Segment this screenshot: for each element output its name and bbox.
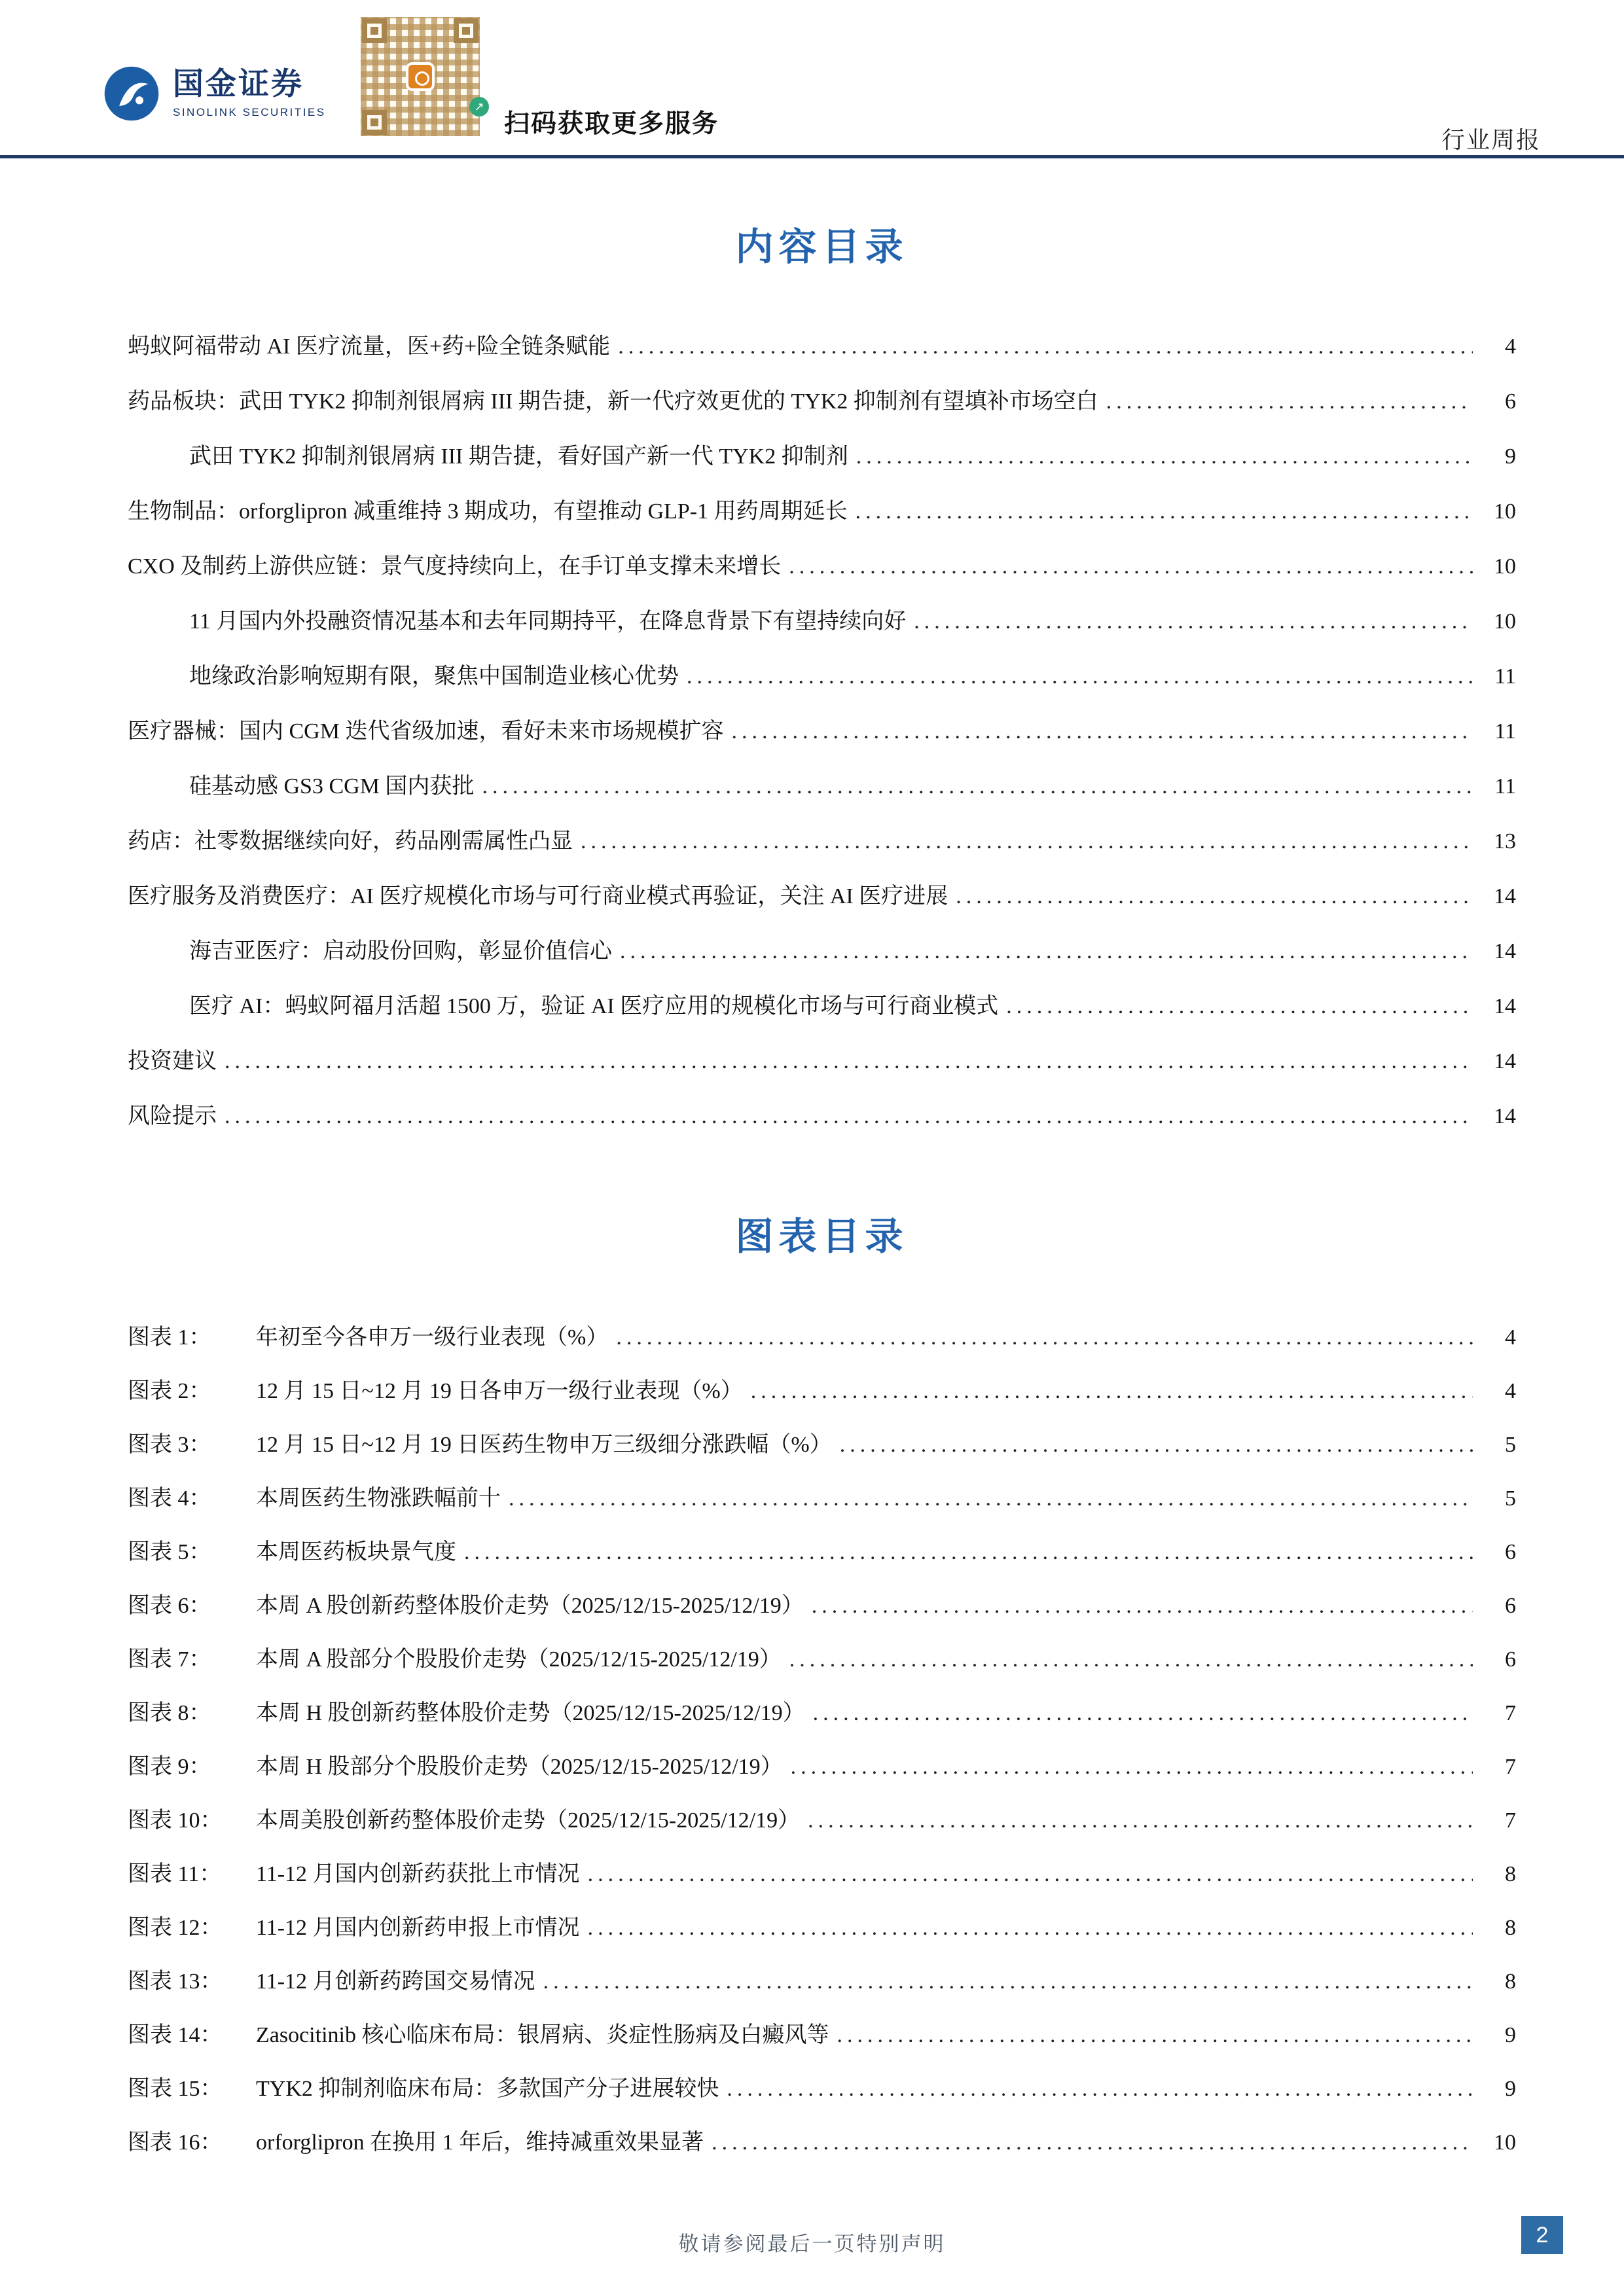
toc-entry-page: 14 [1494,1049,1516,1073]
toc-entry-page: 8 [1505,1916,1516,1940]
toc-entry-label: 本周美股创新药整体股价走势（2025/12/15-2025/12/19） [256,1808,801,1833]
toc-entry-label: 本周医药生物涨跌幅前十 [256,1486,501,1511]
toc-entry-page: 4 [1505,1379,1516,1403]
figure-entry[interactable] [128,1326,1516,1350]
qr-finder-icon [362,18,387,43]
toc-entry-label: 11-12 月创新药跨国交易情况 [256,1969,535,1994]
toc-entry[interactable] [128,555,1516,579]
toc-leader-dots [812,1594,1473,1618]
toc-leader-dots [856,500,1473,524]
toc-leader-dots [789,1648,1473,1672]
toc-entry-label: CXO 及制药上游供应链：景气度持续向上，在手订单支撑未来增长 [128,554,782,579]
toc-leader-dots [588,1916,1473,1940]
toc-entry-page: 4 [1505,1325,1516,1350]
toc-leader-dots [856,445,1473,469]
toc-entry[interactable] [128,940,1516,963]
qr-share-icon: ↗ [469,97,489,117]
toc-entry-label: 本周 H 股部分个股股价走势（2025/12/15-2025/12/19） [256,1755,783,1779]
toc-entry-label: 12 月 15 日~12 月 19 日医药生物申万三级细分涨跌幅（%） [256,1433,832,1457]
toc-leader-dots [482,775,1473,798]
toc-entry-page: 4 [1505,334,1516,359]
content [0,158,1624,2185]
figure-entry[interactable] [128,1755,1516,1779]
toc-entry-page: 10 [1494,2130,1516,2155]
qr-center-logo-icon [406,62,435,91]
sinolink-logo [103,65,326,122]
toc-entry[interactable] [128,885,1516,908]
toc-leader-dots [837,2024,1473,2047]
toc-entry-label: 医疗器械：国内 CGM 迭代省级加速，看好未来市场规模扩容 [128,719,724,744]
toc-entry-page: 10 [1494,499,1516,524]
toc-entry-page: 6 [1505,1647,1516,1672]
figure-entry[interactable] [128,1648,1516,1672]
toc-entry-page: 9 [1505,2077,1516,2101]
toc-entry[interactable] [128,390,1516,414]
sinolink-logo-icon [103,65,160,122]
toc-entry-label: 本周医药板块景气度 [256,1540,456,1564]
toc-leader-dots [727,2077,1473,2101]
toc-entry-page: 14 [1494,939,1516,963]
toc-entry-page: 11 [1494,719,1516,744]
figure-entry[interactable] [128,2024,1516,2047]
toc-entry-number: 图表 3： [128,1433,211,1457]
toc-entry-page: 8 [1505,1862,1516,1886]
toc-entry[interactable] [128,1050,1516,1073]
toc-leader-dots [731,720,1473,744]
figure-entry[interactable] [128,1702,1516,1725]
figure-entry[interactable] [128,1433,1516,1457]
toc-leader-dots [618,335,1473,359]
toc-entry-number: 图表 16： [128,2130,223,2155]
toc-entry[interactable] [128,995,1516,1018]
figure-entry[interactable] [128,1594,1516,1618]
toc-entry[interactable] [128,335,1516,359]
toc-entry-page: 11 [1494,774,1516,798]
toc-entry-number: 图表 6： [128,1594,211,1618]
toc-leader-dots [464,1541,1473,1564]
toc-entry-label: orforglipron 在换用 1 年后，维持减重效果显著 [256,2130,704,2155]
toc-entry-number: 图表 10： [128,1808,223,1833]
toc-leader-dots [1106,390,1473,414]
figure-entry[interactable] [128,2077,1516,2101]
toc-entry[interactable] [128,500,1516,524]
figure-entry[interactable] [128,1380,1516,1403]
figures-list [128,1326,1516,2155]
toc-entry-label: 本周 H 股创新药整体股价走势（2025/12/15-2025/12/19） [256,1701,805,1725]
toc-entry-number: 图表 14： [128,2023,223,2047]
header [0,0,1624,158]
toc-entry-page: 7 [1505,1701,1516,1725]
figures-title: 图表目录 [735,1215,909,1258]
toc-leader-dots [914,610,1473,634]
toc-entry-page: 11 [1494,664,1516,689]
toc-title: 内容目录 [735,226,909,268]
figure-entry[interactable] [128,1970,1516,1994]
toc-leader-dots [813,1702,1473,1725]
toc-entry[interactable] [128,720,1516,744]
toc-leader-dots [509,1487,1473,1511]
toc-leader-dots [712,2131,1473,2155]
toc-entry-label: 风险提示 [128,1104,217,1128]
toc-entry-label: 药品板块：武田 TYK2 抑制剂银屑病 III 期告捷，新一代疗效更优的 TYK2 抑制剂有望填补市场空白 [128,389,1098,414]
footer-disclaimer: 敬请参阅最后一页特别声明 [678,2233,946,2255]
toc-entry-page: 5 [1505,1486,1516,1511]
toc-entry-page: 14 [1494,884,1516,908]
toc-entry-number: 图表 15： [128,2077,223,2101]
logo-company-name-en: SINOLINK SECURITIES [173,105,326,118]
toc-entry-number: 图表 8： [128,1701,211,1725]
toc-entry-number: 图表 13： [128,1969,223,1994]
toc-entry-number: 图表 7： [128,1647,211,1672]
toc-entry-label: Zasocitinib 核心临床布局：银屑病、炎症性肠病及白癜风等 [256,2023,829,2047]
toc-entry[interactable] [128,1105,1516,1128]
toc-entry-page: 8 [1505,1969,1516,1994]
page-number-badge: 2 [1521,2216,1563,2254]
toc-entry-label: 武田 TYK2 抑制剂银屑病 III 期告捷，看好国产新一代 TYK2 抑制剂 [189,444,848,469]
toc-entry-number: 图表 11： [128,1862,222,1886]
toc-entry-number: 图表 2： [128,1379,211,1403]
toc-entry-label: 蚂蚁阿福带动 AI 医疗流量，医+药+险全链条赋能 [128,334,611,359]
figure-entry[interactable] [128,1541,1516,1564]
toc-entry-label: 12 月 15 日~12 月 19 日各申万一级行业表现（%） [256,1379,743,1403]
qr-finder-icon [454,18,478,43]
toc-entry-number: 图表 5： [128,1540,211,1564]
qr-caption: 扫码获取更多服务 [504,110,719,138]
toc-entry-label: 硅基动感 GS3 CGM 国内获批 [189,774,475,798]
toc-entry-label: 海吉亚医疗：启动股份回购，彰显价值信心 [189,939,612,963]
figure-entry[interactable] [128,1916,1516,1940]
toc-entry-number: 图表 9： [128,1755,211,1779]
toc-entry-page: 7 [1505,1755,1516,1779]
toc-leader-dots [581,830,1473,853]
toc-entry-page: 14 [1494,994,1516,1018]
toc-leader-dots [1006,995,1473,1018]
toc-entry-page: 9 [1505,444,1516,469]
toc-entry-label: 11-12 月国内创新药获批上市情况 [256,1862,580,1886]
toc-leader-dots [225,1105,1473,1128]
toc-entry-label: 本周 A 股部分个股股价走势（2025/12/15-2025/12/19） [256,1647,782,1672]
toc-entry-page: 6 [1505,1594,1516,1618]
toc-entry[interactable] [128,665,1516,689]
toc-entry-page: 7 [1505,1808,1516,1833]
toc-entry[interactable] [128,775,1516,798]
figure-entry[interactable] [128,1809,1516,1833]
toc-entry-label: 投资建议 [128,1049,217,1073]
toc-leader-dots [840,1433,1473,1457]
toc-entry-number: 图表 12： [128,1916,223,1940]
toc-leader-dots [956,885,1473,908]
figure-entry[interactable] [128,1863,1516,1886]
toc-entry-page: 13 [1494,829,1516,853]
logo-text [173,69,326,118]
toc-entry-label: 生物制品：orforglipron 减重维持 3 期成功，有望推动 GLP-1 用药周期延长 [128,499,848,524]
toc-leader-dots [808,1809,1473,1833]
toc-entry-label: 地缘政治影响短期有限，聚焦中国制造业核心优势 [189,664,679,689]
toc-entry[interactable] [128,445,1516,469]
toc-entry-label: 药店：社零数据继续向好，药品刚需属性凸显 [128,829,573,853]
toc-entry-page: 6 [1505,389,1516,414]
toc-entry-number: 图表 4： [128,1486,211,1511]
toc-list [128,335,1516,1128]
toc-leader-dots [751,1380,1473,1403]
toc-entry-page: 5 [1505,1433,1516,1457]
toc-entry-page: 6 [1505,1540,1516,1564]
toc-entry-page: 14 [1494,1104,1516,1128]
toc-entry[interactable] [128,610,1516,634]
toc-leader-dots [620,940,1473,963]
toc-entry-label: 医疗服务及消费医疗：AI 医疗规模化市场与可行商业模式再验证，关注 AI 医疗进展 [128,884,948,908]
toc-entry-label: 本周 A 股创新药整体股价走势（2025/12/15-2025/12/19） [256,1594,804,1618]
report-type-label: 行业周报 [1441,127,1541,153]
toc-entry-label: TYK2 抑制剂临床布局：多款国产分子进展较快 [256,2077,719,2101]
toc-entry-label: 11 月国内外投融资情况基本和去年同期持平，在降息背景下有望持续向好 [189,609,907,634]
toc-entry-number: 图表 1： [128,1325,211,1350]
toc-leader-dots [789,555,1473,579]
toc-entry-page: 10 [1494,554,1516,579]
qr-finder-icon [362,110,387,135]
figure-entry[interactable] [128,1487,1516,1511]
toc-entry-page: 10 [1494,609,1516,634]
toc-leader-dots [543,1970,1473,1994]
toc-entry-label: 11-12 月国内创新药申报上市情况 [256,1916,580,1940]
toc-entry[interactable] [128,830,1516,853]
toc-entry-label: 年初至今各申万一级行业表现（%） [256,1325,609,1350]
logo-company-name: 国金证券 [173,67,304,102]
toc-leader-dots [588,1863,1473,1886]
toc-leader-dots [616,1326,1473,1350]
qr-code [361,17,484,136]
toc-entry-label: 医疗 AI：蚂蚁阿福月活超 1500 万，验证 AI 医疗应用的规模化市场与可行商业模式 [189,994,999,1018]
toc-leader-dots [225,1050,1473,1073]
toc-entry-page: 9 [1505,2023,1516,2047]
toc-leader-dots [791,1755,1473,1779]
figure-entry[interactable] [128,2131,1516,2155]
toc-leader-dots [687,665,1473,689]
